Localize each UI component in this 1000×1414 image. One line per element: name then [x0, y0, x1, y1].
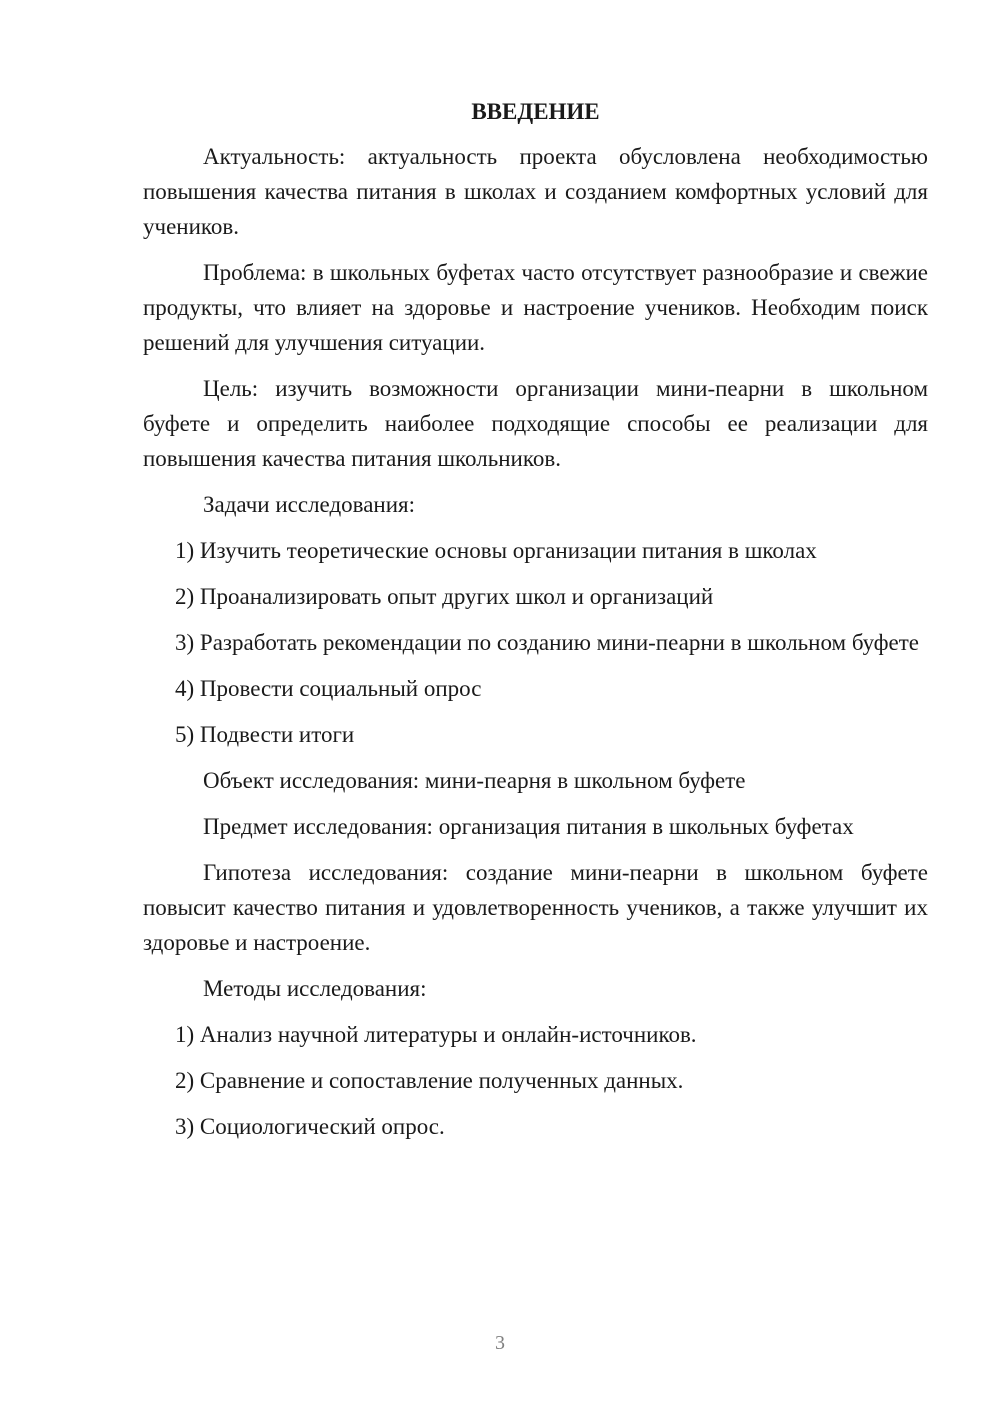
object-paragraph: Объект исследования: мини-пеарня в школьном буфете: [203, 768, 746, 793]
task-item: 4) Провести социальный опрос: [175, 676, 482, 701]
problem-paragraph: Проблема: в школьных буфетах часто отсутствует разнообразие и свежие продукты, что влияет на здоровье и настроение учеников. Необходим поиск решений для улучшения ситуации.: [143, 260, 928, 355]
task-item: 3) Разработать рекомендации по созданию мини-пеарни в школьном буфете: [175, 630, 919, 655]
method-item: 1) Анализ научной литературы и онлайн-источников.: [175, 1022, 697, 1047]
method-item: 2) Сравнение и сопоставление полученных данных.: [175, 1068, 684, 1093]
method-item: 3) Социологический опрос.: [175, 1114, 445, 1139]
goal-paragraph: Цель: изучить возможности организации мини-пеарни в школьном буфете и определить наиболее подходящие способы ее реализации для повышения качества питания школьников.: [143, 376, 928, 471]
hypothesis-paragraph: Гипотеза исследования: создание мини-пеарни в школьном буфете повысит качество питания и удовлетворенность учеников, а также улучшит их здоровье и настроение.: [143, 860, 928, 955]
methods-heading: Методы исследования:: [203, 976, 427, 1001]
task-item: 1) Изучить теоретические основы организации питания в школах: [175, 538, 817, 563]
relevance-paragraph: Актуальность: актуальность проекта обусловлена необходимостью повышения качества питания в школах и созданием комфортных условий для учеников.: [143, 144, 928, 239]
section-title: ВВЕДЕНИЕ: [471, 99, 600, 124]
tasks-heading: Задачи исследования:: [203, 492, 416, 517]
subject-paragraph: Предмет исследования: организация питания в школьных буфетах: [203, 814, 854, 839]
page-content: [143, 94, 928, 1155]
page-number: 3: [495, 1332, 505, 1354]
task-item: 2) Проанализировать опыт других школ и организаций: [175, 584, 714, 609]
task-item: 5) Подвести итоги: [175, 722, 355, 747]
